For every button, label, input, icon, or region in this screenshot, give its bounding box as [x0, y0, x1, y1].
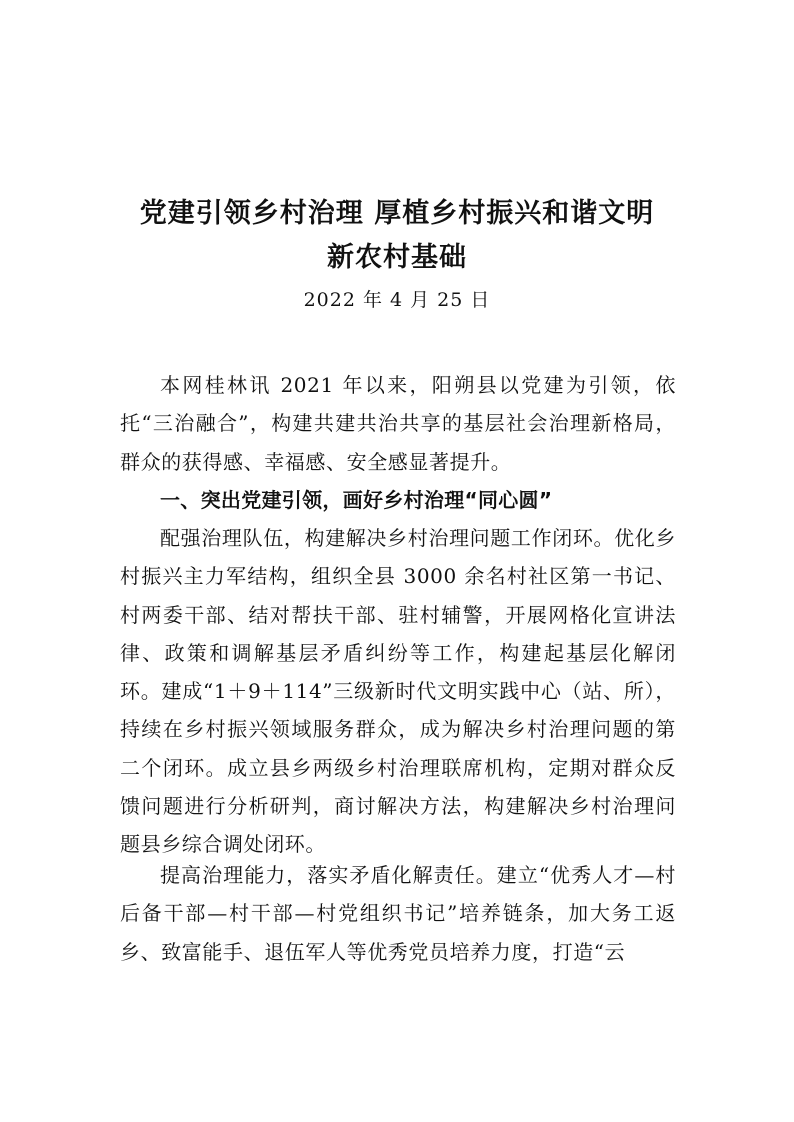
body-paragraph-governance-ability: 提高治理能力，落实矛盾化解责任。建立“优秀人才—村后备干部—村干部—村党组织书记”培养链条，加大务工返乡、致富能手、退伍军人等优秀党员培养力度，打造“云	[120, 863, 676, 964]
intro-paragraph: 本网桂林讯 2021 年以来，阳朔县以党建为引领，依托“三治融合”，构建共建共治共享的基层社会治理新格局，群众的获得感、幸福感、安全感显著提升。	[120, 373, 676, 474]
article-title-line-2: 新农村基础	[327, 242, 467, 273]
body-paragraph-governance-team: 配强治理队伍，构建解决乡村治理问题工作闭环。优化乡村振兴主力军结构，组织全县 3000 余名村社区第一书记、村两委干部、结对帮扶干部、驻村辅警，开展网格化宣讲法律、政策和调解基层矛盾纠纷等工作，构建起基层化解闭环。建成“1＋9＋114”三级新时代文明实践中心（站、所），持续在乡村振兴领域服务群众，成为解决乡村治理问题的第二个闭环。成立县乡两级乡村治理联席机构，定期对群众反馈问题进行分析研判，商讨解决方法，构建解决乡村治理问题县乡综合调处闭环。	[120, 526, 676, 857]
publication-date: 2022 年 4 月 25 日	[303, 289, 491, 311]
article-title-line-1: 党建引领乡村治理 厚植乡村振兴和谐文明	[139, 198, 655, 229]
section-heading: 一、突出党建引领，画好乡村治理“同心圆”	[160, 488, 553, 512]
